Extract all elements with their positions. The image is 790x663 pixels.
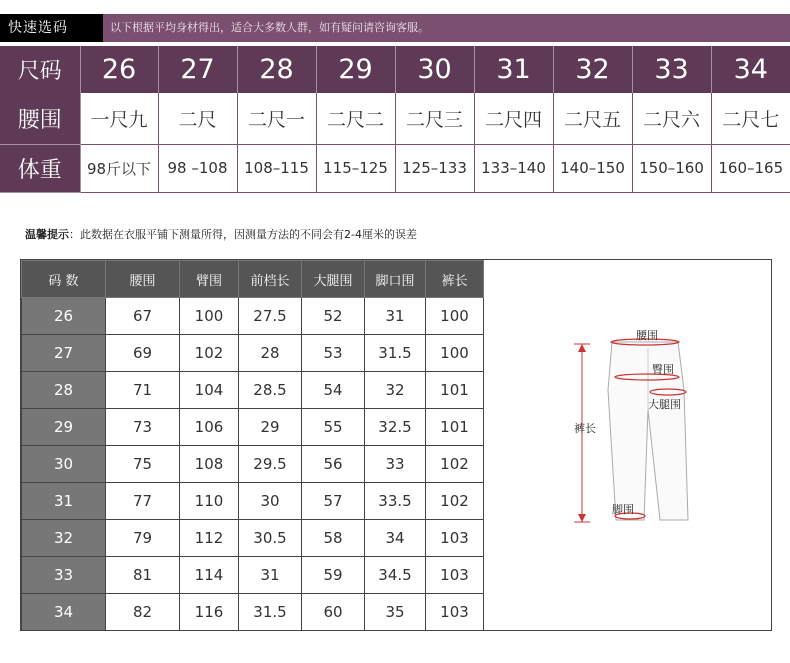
table-row — [22, 409, 484, 446]
measurement-cell: 112 — [180, 520, 239, 557]
measurement-cell: 77 — [106, 483, 180, 520]
size-cell: 27 — [22, 335, 106, 372]
measurement-cell: 69 — [106, 335, 180, 372]
size-row — [0, 46, 790, 93]
measurement-cell: 81 — [106, 557, 180, 594]
column-header: 前档长 — [239, 261, 302, 298]
measurement-cell: 100 — [426, 335, 484, 372]
size-cell: 31 — [474, 46, 553, 93]
table-row — [22, 298, 484, 335]
hip-label: 臀围 — [652, 363, 674, 376]
size-cell: 30 — [395, 46, 474, 93]
quick-select-label: 快速选码 — [0, 14, 103, 42]
waist-label: 腰围 — [636, 329, 658, 342]
measurement-body — [22, 298, 484, 631]
measurement-cell: 54 — [302, 372, 365, 409]
waist-header: 腰围 — [0, 93, 80, 144]
column-header: 腰围 — [106, 261, 180, 298]
size-cell: 32 — [22, 520, 106, 557]
size-cell: 34 — [22, 594, 106, 631]
size-cell: 29 — [22, 409, 106, 446]
weight-cell: 98 –108 — [158, 144, 237, 192]
measurement-table — [21, 260, 484, 631]
measurement-cell: 29 — [239, 409, 302, 446]
measurement-cell: 57 — [302, 483, 365, 520]
table-row — [22, 483, 484, 520]
waist-cell: 二尺六 — [632, 93, 711, 144]
quick-select-note: 以下根据平均身材得出，适合大多数人群，如有疑问请咨询客服。 — [110, 21, 429, 34]
column-header: 大腿围 — [302, 261, 365, 298]
measurement-cell: 104 — [180, 372, 239, 409]
measurement-cell: 31.5 — [239, 594, 302, 631]
size-cell: 34 — [711, 46, 790, 93]
column-header: 裤长 — [426, 261, 484, 298]
size-cell: 26 — [80, 46, 158, 93]
measurement-cell: 30 — [239, 483, 302, 520]
tip-title: 温馨提示 — [25, 228, 69, 241]
measurement-cell: 103 — [426, 557, 484, 594]
weight-header: 体重 — [0, 144, 80, 192]
measurement-cell: 73 — [106, 409, 180, 446]
measurement-cell: 32 — [365, 372, 426, 409]
pants-diagram — [560, 320, 720, 530]
measurement-cell: 53 — [302, 335, 365, 372]
size-cell: 31 — [22, 483, 106, 520]
waist-row — [0, 93, 790, 144]
thigh-label: 大腿围 — [648, 398, 681, 411]
table-row — [22, 335, 484, 372]
size-cell: 33 — [632, 46, 711, 93]
waist-cell: 二尺三 — [395, 93, 474, 144]
measurement-cell: 100 — [180, 298, 239, 335]
measurement-cell: 31.5 — [365, 335, 426, 372]
size-cell: 26 — [22, 298, 106, 335]
measurement-cell: 79 — [106, 520, 180, 557]
measurement-header-row — [22, 261, 484, 298]
measurement-cell: 55 — [302, 409, 365, 446]
measurement-cell: 35 — [365, 594, 426, 631]
measurement-cell: 28.5 — [239, 372, 302, 409]
waist-cell: 二尺二 — [316, 93, 395, 144]
waist-cell: 二尺一 — [237, 93, 316, 144]
measurement-cell: 31 — [239, 557, 302, 594]
measurement-cell: 101 — [426, 409, 484, 446]
size-cell: 33 — [22, 557, 106, 594]
table-row — [22, 372, 484, 409]
measurement-cell: 102 — [180, 335, 239, 372]
measurement-cell: 29.5 — [239, 446, 302, 483]
tip-text: ：此数据在衣服平铺下测量所得，因测量方法的不同会有2-4厘米的误差 — [69, 228, 417, 241]
weight-cell: 133–140 — [474, 144, 553, 192]
table-row — [22, 520, 484, 557]
quick-select-header — [0, 14, 790, 42]
measurement-cell: 31 — [365, 298, 426, 335]
measurement-cell: 101 — [426, 372, 484, 409]
measurement-cell: 71 — [106, 372, 180, 409]
weight-cell: 115–125 — [316, 144, 395, 192]
foot-label: 脚围 — [612, 503, 634, 516]
measurement-cell: 116 — [180, 594, 239, 631]
size-cell: 28 — [22, 372, 106, 409]
waist-cell: 一尺九 — [80, 93, 158, 144]
table-row — [22, 446, 484, 483]
length-label: 裤长 — [574, 422, 596, 435]
waist-cell: 二尺五 — [553, 93, 632, 144]
measurement-cell: 102 — [426, 446, 484, 483]
weight-cell: 108–115 — [237, 144, 316, 192]
waist-cell: 二尺 — [158, 93, 237, 144]
measurement-cell: 33 — [365, 446, 426, 483]
measurement-cell: 108 — [180, 446, 239, 483]
size-cell: 29 — [316, 46, 395, 93]
measurement-cell: 56 — [302, 446, 365, 483]
measurement-cell: 28 — [239, 335, 302, 372]
quick-size-table — [0, 46, 790, 193]
size-header: 尺码 — [0, 46, 80, 93]
measurement-cell: 114 — [180, 557, 239, 594]
measurement-cell: 103 — [426, 520, 484, 557]
measurement-cell: 34 — [365, 520, 426, 557]
measurement-cell: 100 — [426, 298, 484, 335]
measurement-cell: 33.5 — [365, 483, 426, 520]
waist-cell: 二尺四 — [474, 93, 553, 144]
measurement-cell: 110 — [180, 483, 239, 520]
measurement-cell: 82 — [106, 594, 180, 631]
waist-cell: 二尺七 — [711, 93, 790, 144]
measurement-cell: 58 — [302, 520, 365, 557]
table-row — [22, 557, 484, 594]
measurement-cell: 34.5 — [365, 557, 426, 594]
weight-cell: 150–160 — [632, 144, 711, 192]
weight-cell: 98斤以下 — [80, 144, 158, 192]
weight-cell: 140–150 — [553, 144, 632, 192]
size-cell: 28 — [237, 46, 316, 93]
measurement-cell: 27.5 — [239, 298, 302, 335]
measurement-cell: 60 — [302, 594, 365, 631]
measurement-tip — [25, 226, 417, 242]
measurement-cell: 106 — [180, 409, 239, 446]
column-header: 臂围 — [180, 261, 239, 298]
weight-row — [0, 144, 790, 192]
table-row — [22, 594, 484, 631]
measurement-cell: 103 — [426, 594, 484, 631]
size-cell: 27 — [158, 46, 237, 93]
size-cell: 32 — [553, 46, 632, 93]
column-header: 码 数 — [22, 261, 106, 298]
weight-cell: 125–133 — [395, 144, 474, 192]
measurement-cell: 32.5 — [365, 409, 426, 446]
column-header: 脚口围 — [365, 261, 426, 298]
measurement-cell: 67 — [106, 298, 180, 335]
weight-cell: 160–165 — [711, 144, 790, 192]
measurement-cell: 75 — [106, 446, 180, 483]
size-cell: 30 — [22, 446, 106, 483]
measurement-cell: 30.5 — [239, 520, 302, 557]
measurement-cell: 52 — [302, 298, 365, 335]
measurement-cell: 102 — [426, 483, 484, 520]
measurement-cell: 59 — [302, 557, 365, 594]
